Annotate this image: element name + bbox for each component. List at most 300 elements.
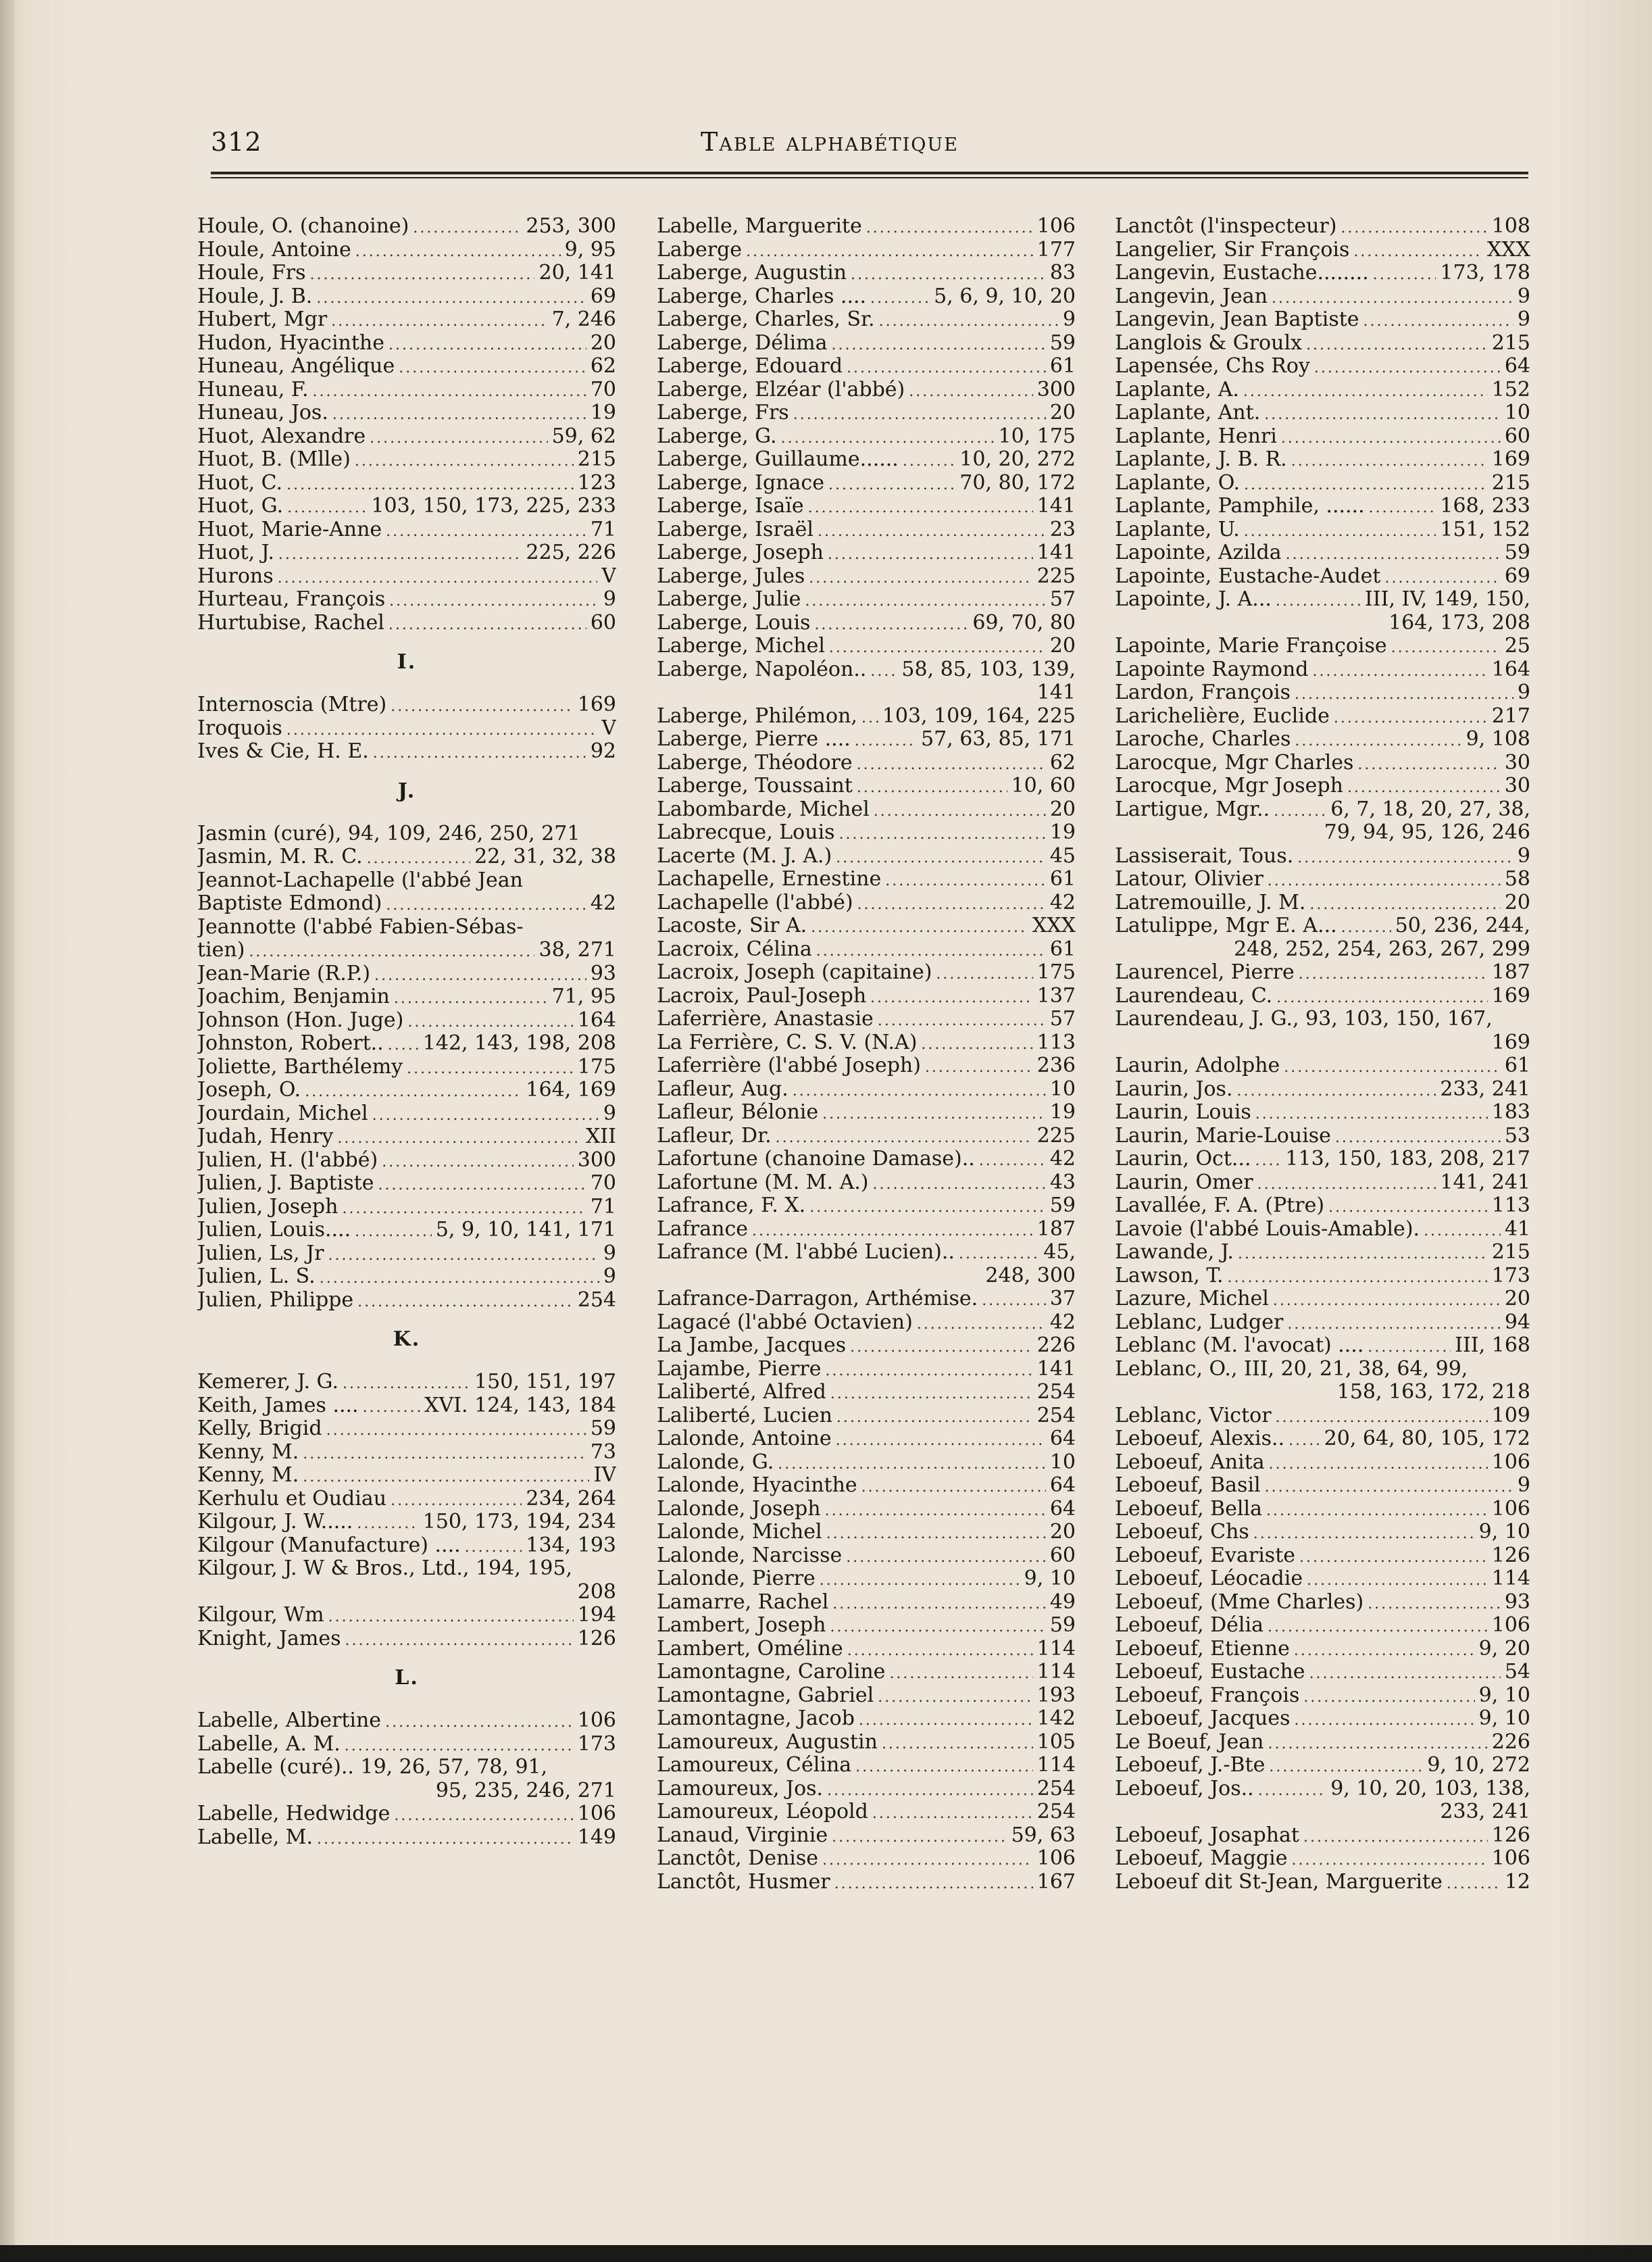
entry-name: Laberge, Toussaint [657,775,853,797]
leader-dots [394,1804,573,1826]
entry-name: Julien, L. S. [197,1265,316,1288]
entry-pages: 9, 10 [1478,1521,1530,1544]
entry-name: Laberge, Edouard [657,355,843,378]
entry-pages: 59 [590,1417,616,1440]
entry-name: Leboeuf, Basil [1115,1474,1261,1497]
leader-dots [1266,1500,1488,1521]
entry-name: Laberge, Philémon, [657,704,857,728]
leader-dots [1368,1336,1451,1358]
index-entry [1115,1567,1530,1591]
entry-name: Julien, J. Baptiste [197,1172,374,1195]
entry-pages: XXX [1486,238,1530,262]
entry-name: Laberge, Ignace [657,471,824,495]
entry-pages: 25 [1504,635,1530,658]
entry-pages: 94 [1504,1310,1530,1334]
page-header [211,127,1528,168]
entry-pages: 9, 20 [1478,1637,1530,1661]
entry-pages: 73 [590,1440,616,1464]
leader-dots [1295,1709,1475,1731]
index-entry [657,1777,1076,1801]
leader-dots [752,1220,1033,1241]
entry-pages: 57 [1049,588,1076,611]
entry-pages: 9, 10 [1478,1683,1530,1707]
entry-pages: 141 [1036,541,1076,564]
entry-pages: 92 [590,740,616,763]
index-entry [197,1604,616,1627]
entry-name: Kemerer, J. G. [197,1371,339,1394]
entry-name: Labelle, M. [197,1825,314,1849]
entry-name: Jasmin (curé), 94, 109, 246, 250, 271 [197,822,580,845]
entry-name: Huot, C. [197,471,283,495]
entry-name: Laberge, Louis [657,611,811,635]
index-entry [657,1544,1076,1568]
index-entry [197,541,616,565]
entry-name: Hubert, Mgr [197,308,328,331]
entry-pages: 194 [577,1604,616,1627]
index-entry [197,378,616,402]
leader-dots [917,1313,1046,1335]
entry-name: Huot, Alexandre [197,424,366,448]
entry-pages: 126 [1491,1544,1530,1567]
index-entry [657,1311,1076,1335]
index-entry [1115,798,1530,822]
entry-name: Houle, Frs [197,262,306,285]
entry-name: Leblanc, Ludger [1115,1310,1284,1334]
entry-pages: 114 [1036,1637,1076,1661]
entry-pages: 164 [577,1008,616,1032]
leader-dots [328,1606,574,1627]
entry-name: Huneau, Angélique [197,355,395,378]
index-entry [197,1441,616,1465]
leader-dots [1291,1849,1487,1871]
index-entry [197,1733,616,1756]
leader-dots [909,380,1032,402]
index-entry [1115,891,1530,915]
leader-dots [814,614,968,635]
index-entry [657,588,1076,612]
entry-first-line: Jeannot-Lachapelle (l'abbé Jean [197,868,523,892]
entry-name: La Jambe, Jacques [657,1334,847,1357]
entry-pages: 30 [1504,775,1530,797]
entry-name: Leboeuf, François [1115,1683,1300,1707]
entry-pages: XVI. 124, 143, 184 [424,1394,616,1417]
entry-name: Laberge, Julie [657,588,801,611]
leader-dots [870,660,897,682]
leader-dots [776,1127,1033,1148]
entry-pages: 114 [1036,1754,1076,1777]
leader-dots [355,450,574,472]
index-entry [1115,215,1530,239]
entry-continuation: 95, 235, 246, 271 [435,1778,616,1802]
index-entry [657,448,1076,472]
leader-dots [834,1873,1033,1894]
entry-pages: 9, 10 [1024,1567,1076,1590]
leader-dots [370,427,547,449]
leader-dots [355,241,561,262]
leader-dots [850,1336,1033,1358]
index-entry [197,355,616,378]
leader-dots [373,742,586,764]
entry-pages: 106 [577,1802,616,1825]
index-entry [657,914,1076,938]
index-entry [197,1102,616,1126]
entry-name: Lalonde, Hyacinthe [657,1474,857,1497]
index-entry [197,845,616,869]
entry-name: Lafleur, Bélonie [657,1101,819,1124]
entry-pages: 254 [1036,1800,1076,1823]
index-entry [1115,1194,1530,1218]
entry-name: La Ferrière, C. S. V. (N.A) [657,1031,918,1054]
entry-pages: 254 [1036,1404,1076,1427]
index-entry [657,1591,1076,1615]
leader-dots [407,1011,573,1033]
leader-dots [805,590,1045,612]
entry-pages: 59, 63 [1011,1823,1076,1847]
entry-pages: 20 [1504,1287,1530,1310]
entry-name: Lamoureux, Jos. [657,1777,824,1800]
entry-pages: V [601,716,616,740]
index-entry [197,495,616,518]
index-entry [657,262,1076,285]
entry-name: Laurin, Oct... [1115,1148,1251,1171]
entry-name: Laurendeau, C. [1115,984,1273,1008]
entry-name: Lafortune (chanoine Damase).. [657,1148,975,1171]
entry-name: Houle, O. (chanoine) [197,215,409,238]
entry-pages: 49 [1049,1590,1076,1614]
entry-pages: 187 [1036,1217,1076,1241]
entry-pages: 300 [1036,378,1076,401]
entry-name: Laplante, O. [1115,471,1241,495]
index-entry [1115,635,1530,658]
index-entry [1115,472,1530,495]
entry-pages: 64 [1049,1474,1076,1497]
entry-pages: 236 [1036,1054,1076,1077]
leader-dots [826,1523,1046,1544]
entry-name: Lalonde, Pierre [657,1567,816,1590]
leader-dots [287,497,367,518]
entry-pages: 61 [1049,937,1076,961]
leader-dots [1391,637,1501,658]
entry-pages: 71, 95 [551,985,616,1008]
entry-pages: 69 [590,285,616,308]
entry-name: Leboeuf, Délia [1115,1614,1264,1637]
entry-name: Kilgour, J. W & Bros., Ltd., 194, 195, [197,1557,573,1580]
entry-name: Leboeuf, Léocadie [1115,1567,1303,1590]
entry-pages: 254 [577,1288,616,1312]
entry-pages: 57 [1049,1008,1076,1031]
leader-dots [326,1419,586,1441]
leader-dots [1268,870,1501,891]
entry-pages: 226 [1036,1334,1076,1357]
entry-pages: 183 [1491,1101,1530,1124]
index-column-2 [657,215,1076,1894]
entry-pages: 187 [1491,961,1530,984]
index-entry [657,1358,1076,1381]
entry-name: Lamoureux, Célina [657,1754,852,1777]
entry-name: tien) [197,939,245,962]
entry-name: Laurin, Jos. [1115,1077,1233,1101]
leader-dots [386,894,586,916]
entry-pages: 300 [577,1148,616,1172]
entry-pages: 234, 264 [526,1487,616,1510]
entry-name: Labelle, Albertine [197,1709,382,1732]
entry-name: Hudon, Hyacinthe [197,331,384,355]
entry-name: Langevin, Jean Baptiste [1115,308,1359,331]
index-entry [1115,1684,1530,1708]
leader-dots [1255,1103,1488,1125]
leader-dots [1244,474,1488,495]
leader-dots [389,614,586,635]
leader-dots [1227,1267,1487,1288]
entry-name: Huot, J. [197,541,274,564]
entry-name: Laberge, Guillaume...... [657,448,899,471]
entry-continuation: 141 [1036,681,1076,704]
entry-pages: 20 [1049,401,1076,424]
leader-dots [1243,380,1488,402]
entry-name: Lachapelle, Ernestine [657,868,882,891]
leader-dots [303,1443,586,1465]
entry-name: Lambert, Oméline [657,1637,843,1661]
entry-pages: 142 [1036,1707,1076,1730]
entry-pages: 106 [577,1709,616,1732]
index-entry [197,939,616,962]
entry-name: Baptiste Edmond) [197,892,382,915]
leader-dots [778,1453,1046,1475]
leader-dots [746,241,1033,262]
entry-pages: 59 [1049,1614,1076,1637]
leader-dots [1244,520,1436,542]
section-letter: L. [395,1666,419,1690]
entry-name: Larichelière, Euclide [1115,704,1330,728]
leader-dots [809,1196,1046,1218]
index-entry [1115,1218,1530,1241]
leader-dots [827,1779,1033,1801]
index-entry [1115,868,1530,891]
entry-pages: 42 [1049,891,1076,914]
index-entry [657,1194,1076,1218]
leader-dots [781,427,995,449]
index-entry [657,1871,1076,1894]
index-entry [1115,401,1530,425]
index-entry [197,1079,616,1102]
entry-pages: 105 [1036,1730,1076,1754]
entry-pages: 20 [1049,1521,1076,1544]
index-entry [1115,1125,1530,1148]
leader-dots [1281,427,1501,449]
entry-pages: 9 [1517,285,1530,308]
entry-pages: 151, 152 [1440,518,1530,541]
leader-dots [822,1849,1033,1871]
index-entry [657,868,1076,891]
entry-pages: 20 [1049,797,1076,821]
entry-pages: 126 [577,1627,616,1650]
index-entry [657,821,1076,845]
index-entry [197,1371,616,1394]
leader-dots [1307,1569,1488,1591]
entry-pages: 106 [1036,215,1076,238]
entry-pages: 9 [603,588,616,611]
leader-dots [391,695,574,717]
leader-dots [1276,1406,1488,1428]
index-entry [1115,1754,1530,1777]
leader-dots [836,1429,1046,1451]
entry-pages: 5, 9, 10, 141, 171 [435,1219,616,1241]
entry-name: Lavallée, F. A. (Ptre) [1115,1194,1325,1217]
entry-pages: 20, 64, 80, 105, 172 [1324,1427,1530,1450]
entry-name: Houle, J. B. [197,285,313,308]
index-entry [657,308,1076,332]
index-entry [197,1009,616,1033]
leader-dots [303,1466,589,1487]
index-entry [1115,1358,1530,1381]
index-entry [657,1754,1076,1777]
entry-pages: III, 168 [1455,1334,1530,1357]
entry-name: Leblanc, Victor [1115,1404,1272,1427]
index-entry [657,1638,1076,1661]
index-entry [657,798,1076,822]
entry-pages: 9, 95 [564,238,616,262]
entry-name: Laberge, Pierre .... [657,728,851,751]
entry-name: Laplante, J. B. R. [1115,448,1287,471]
entry-pages: 5, 6, 9, 10, 20 [934,285,1076,308]
entry-pages: 254 [1036,1777,1076,1800]
entry-pages: 225 [1036,1124,1076,1148]
leader-dots [1287,1313,1501,1335]
leader-dots [874,800,1046,822]
entry-name: Laurin, Adolphe [1115,1054,1280,1077]
leader-dots [1299,1546,1488,1568]
entry-name: Leboeuf, Eustache [1115,1661,1305,1683]
index-entry [657,1078,1076,1102]
index-entry [657,1427,1076,1451]
entry-pages: 106 [1491,1614,1530,1637]
leader-dots [386,520,586,542]
entry-pages: 113 [1036,1031,1076,1054]
leader-dots [903,450,955,472]
leader-dots [811,916,1028,938]
entry-pages: 103, 109, 164, 225 [882,704,1076,728]
leader-dots [836,847,1046,868]
entry-pages: 134, 193 [526,1533,616,1557]
index-entry [657,1101,1076,1125]
index-entry [197,472,616,495]
entry-name: Huot, G. [197,495,284,518]
index-entry [1115,1451,1530,1475]
entry-pages: 169 [1491,448,1530,471]
entry-pages: 106 [1491,1847,1530,1870]
leader-dots [1273,1289,1501,1311]
leader-dots [1303,1826,1488,1848]
entry-name: Julien, Philippe [197,1288,354,1312]
leader-dots [846,1546,1046,1568]
index-entry [1115,495,1530,518]
leader-dots [959,1243,1039,1264]
entry-name: Keith, James .... [197,1394,359,1417]
index-entry [1115,1241,1530,1264]
index-entry [1115,1148,1530,1171]
leader-dots [363,1396,421,1418]
entry-pages: 106 [1036,1847,1076,1870]
index-entry [657,215,1076,239]
leader-dots [879,310,1059,332]
entry-pages: 226 [1491,1730,1530,1754]
leader-dots [885,870,1046,891]
entry-name: Kenny, M. [197,1440,299,1464]
leader-dots [878,1010,1046,1031]
index-entry [197,239,616,262]
index-entry [1115,1171,1530,1195]
entry-pages: 233, 241 [1440,1077,1530,1101]
entry-pages: 61 [1504,1054,1530,1077]
index-entry [657,752,1076,775]
index-entry [1115,1008,1530,1031]
entry-name: Laliberté, Lucien [657,1404,832,1427]
entry-name: Laurin, Omer [1115,1171,1253,1194]
entry-pages: 71 [590,518,616,541]
entry-name: Hurons [197,564,274,588]
entry-name: Kenny, M. [197,1464,299,1487]
leader-dots [979,1150,1046,1171]
index-entry [197,262,616,285]
leader-dots [793,1080,1046,1102]
entry-pages: 42 [1049,1310,1076,1334]
entry-pages: 9 [1517,681,1530,704]
leader-dots [839,823,1046,845]
leader-dots [857,777,1007,798]
index-entry [657,1287,1076,1311]
index-entry [657,612,1076,635]
entry-pages: 19 [1049,821,1076,844]
index-entry [657,1707,1076,1731]
entry-pages: 150, 151, 197 [474,1371,616,1394]
entry-pages: 45, [1043,1241,1076,1264]
entry-name: Laberge, Théodore [657,751,853,775]
index-entry [1115,588,1530,612]
entry-pages: 7, 246 [551,308,616,331]
entry-name: Lalonde, Narcisse [657,1544,843,1567]
entry-pages: 60 [1504,424,1530,448]
index-entry [657,635,1076,658]
index-column-3 [1115,215,1530,1894]
index-entry [657,565,1076,589]
index-entry [1115,1847,1530,1871]
entry-name: Lassiserait, Tous. [1115,844,1294,868]
leader-dots [882,1733,1033,1754]
entry-name: Lalonde, Joseph [657,1497,821,1521]
entry-name: Lapointe, Marie Françoise [1115,635,1387,658]
entry-name: Joliette, Barthélemy [197,1055,403,1079]
header-rule-thin [211,177,1528,178]
entry-name: Laberge [657,238,743,262]
entry-name: Kilgour, Wm [197,1604,324,1627]
entry-name: Laberge, G. [657,424,777,448]
entry-pages: 108 [1491,215,1530,238]
leader-dots [889,1663,1032,1684]
entry-name: Leblanc (M. l'avocat) .... [1115,1334,1364,1357]
leader-dots [328,1244,599,1266]
index-entry [1115,448,1530,472]
index-entry [1115,1101,1530,1125]
leader-dots [343,1373,470,1394]
entry-name: Lambert, Joseph [657,1614,826,1637]
entry-name: Jourdain, Michel [197,1102,368,1125]
index-entry [1115,985,1530,1008]
index-entry [657,1474,1076,1498]
leader-dots [822,1103,1046,1125]
index-entry [657,1125,1076,1148]
entry-name: Lanctôt, Denise [657,1847,819,1870]
index-entry [197,285,616,309]
